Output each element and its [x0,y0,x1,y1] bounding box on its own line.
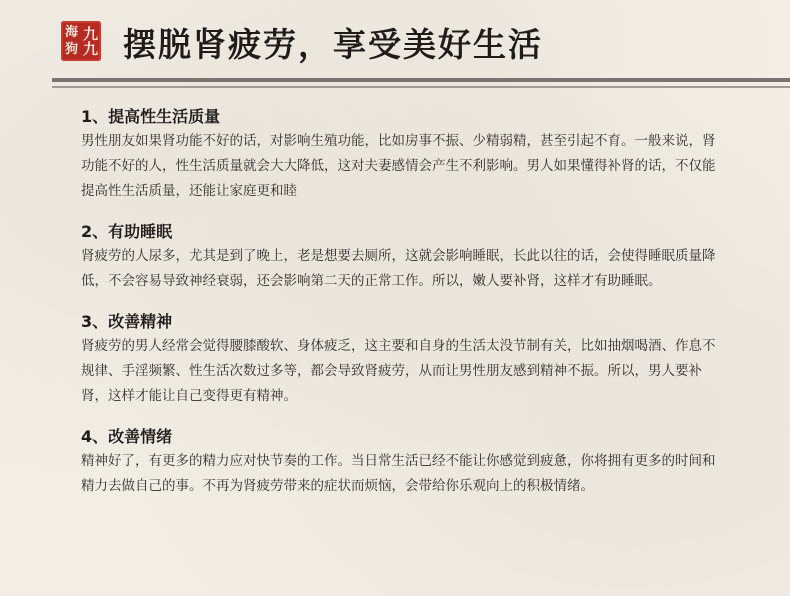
seal-char: 狗 [65,42,79,57]
section-spirit [81,311,721,409]
brand-seal-logo [61,21,101,61]
article-content [81,106,721,516]
section-heading: 2、有助睡眠 [81,222,173,241]
section-body: 精神好了，有更多的精力应对快节奏的工作。当日常生活已经不能让你感觉到疲惫，你将拥有更多的时间和精力去做自己的事。不再为肾疲劳带来的症状而烦恼，会带给你乐观向上的积极情绪。 [81,453,716,494]
section-body: 肾疲劳的人尿多，尤其是到了晚上，老是想要去厕所，这就会影响睡眠，长此以往的话，会使得睡眠质量降低，不会容易导致神经衰弱，还会影响第二天的正常工作。所以，嫩人要补肾，这样才有助睡眠。 [81,248,716,289]
page-title: 摆脱肾疲劳，享受美好生活 [123,25,543,64]
section-body: 男性朋友如果肾功能不好的话，对影响生殖功能，比如房事不振、少精弱精，甚至引起不育。一般来说，肾功能不好的人，性生活质量就会大大降低，这对夫妻感情会产生不利影响。男人如果懂得补肾的话，不仅能提高性生活质量，还能让家庭更和睦 [81,133,716,199]
title-divider [52,78,790,82]
section-body: 肾疲劳的男人经常会觉得腰膝酸软、身体疲乏，这主要和自身的生活太没节制有关，比如抽烟喝酒、作息不规律、手淫频繁、性生活次数过多等，都会导致肾疲劳，从而让男性朋友感到精神不振。所以，男人要补肾，这样才能让自己变得更有精神。 [81,338,716,404]
seal-char: 九 [83,40,99,58]
seal-char: 海 [65,25,79,40]
seal-char: 九 [83,25,99,43]
section-heading: 3、改善精神 [81,312,173,331]
section-quality [81,106,721,204]
title-divider-thin [52,86,790,88]
section-sleep [81,221,721,294]
header [0,0,790,80]
section-heading: 1、提高性生活质量 [81,107,221,126]
section-heading: 4、改善情绪 [81,427,173,446]
section-mood [81,426,721,499]
